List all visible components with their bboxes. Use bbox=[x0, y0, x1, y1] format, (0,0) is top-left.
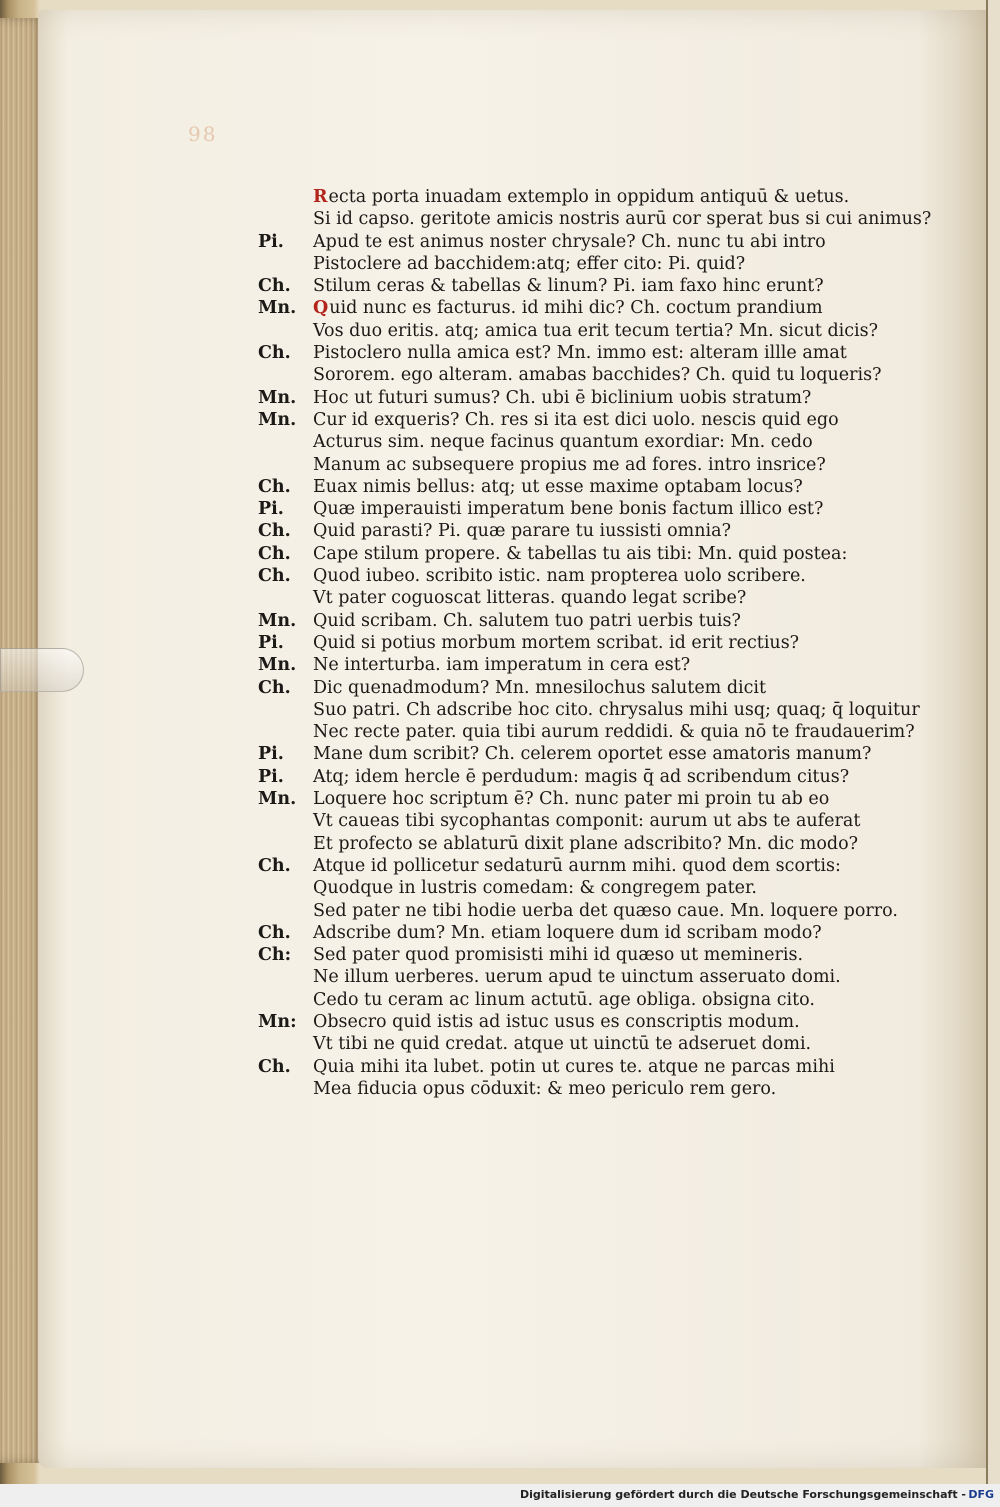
speaker-label: Pi. bbox=[258, 499, 284, 520]
line-text: Dic quenadmodum? Mn. mnesilochus salutem dicit bbox=[313, 677, 767, 698]
text-block bbox=[258, 186, 932, 1100]
text-line bbox=[258, 409, 908, 431]
line-text: Si id capso. geritote amicis nostris aurū cor sperat bus si cui animus? bbox=[313, 209, 932, 230]
line-text: Sed pater quod promisisti mihi id quæso ut memineris. bbox=[313, 945, 804, 966]
page-clip bbox=[0, 648, 84, 692]
line-text: Cape stilum propere. & tabellas tu ais tibi: Mn. quid postea: bbox=[313, 543, 848, 564]
speech-text bbox=[313, 320, 878, 342]
speech-text bbox=[313, 922, 822, 944]
speech-text bbox=[313, 989, 815, 1011]
line-text: Cur id exqueris? Ch. res si ita est dici uolo. nescis quid ego bbox=[313, 409, 839, 430]
line-text: Atque id pollicetur sedaturū aurnm mihi. quod dem scortis: bbox=[313, 855, 841, 876]
text-line bbox=[258, 431, 908, 453]
line-text: Quodque in lustris comedam: & congregem pater. bbox=[313, 878, 757, 899]
line-text: Pistoclero nulla amica est? Mn. immo est: alteram illle amat bbox=[313, 343, 847, 364]
text-line bbox=[258, 253, 908, 275]
folio-number: 98 bbox=[188, 122, 218, 146]
speaker-label: Pi. bbox=[258, 632, 284, 653]
footer-bar bbox=[0, 1484, 1000, 1507]
speech-text bbox=[313, 431, 813, 453]
text-line bbox=[258, 1056, 908, 1078]
speech-text bbox=[313, 1078, 776, 1100]
text-line bbox=[258, 543, 908, 565]
speaker-label: Ch: bbox=[258, 945, 292, 966]
text-line bbox=[258, 476, 908, 498]
line-text: uid nunc es facturus. id mihi dic? Ch. coctum prandium bbox=[329, 298, 823, 319]
line-text: ecta porta inuadam extemplo in oppidum antiquū & uetus. bbox=[328, 187, 850, 207]
text-line bbox=[258, 766, 908, 788]
speech-text bbox=[313, 788, 829, 810]
speaker-label: Mn. bbox=[258, 387, 297, 408]
speech-text bbox=[313, 610, 741, 632]
funding-notice: Digitalisierung gefördert durch die Deutsche Forschungsgemeinschaft - bbox=[519, 1488, 966, 1501]
speaker-label: Mn. bbox=[258, 298, 297, 319]
line-text: Pistoclere ad bacchidem:atq; effer cito: Pi. quid? bbox=[313, 253, 746, 274]
speech-text bbox=[313, 966, 841, 988]
speaker-label: Ch. bbox=[258, 476, 291, 497]
speech-text bbox=[313, 1033, 811, 1055]
speech-text bbox=[313, 208, 931, 230]
text-line bbox=[258, 654, 908, 676]
line-text: Manum ac subsequere propius me ad fores. intro insrice? bbox=[313, 454, 826, 475]
text-line bbox=[258, 364, 908, 386]
speech-text bbox=[313, 855, 841, 877]
speech-text bbox=[313, 520, 731, 542]
speech-text bbox=[313, 587, 746, 609]
speaker-label: Mn. bbox=[258, 610, 297, 631]
line-text: Quid si potius morbum mortem scribat. id erit rectius? bbox=[313, 632, 800, 653]
speech-text bbox=[313, 721, 915, 743]
line-text: Vt caueas tibi sycophantas componit: aurum ut abs te auferat bbox=[313, 811, 861, 832]
text-line bbox=[258, 231, 908, 253]
text-line bbox=[258, 1078, 908, 1100]
speaker-label: Pi. bbox=[258, 744, 284, 765]
speech-text bbox=[313, 476, 803, 498]
speech-text bbox=[313, 342, 847, 364]
speech-text bbox=[313, 743, 871, 765]
text-line bbox=[258, 788, 908, 810]
speech-text bbox=[313, 654, 690, 676]
text-line bbox=[258, 587, 908, 609]
dfg-logo: DFG bbox=[968, 1488, 994, 1501]
speaker-label: Ch. bbox=[258, 855, 291, 876]
line-text: Acturus sim. neque facinus quantum exordiar: Mn. cedo bbox=[313, 432, 813, 453]
speech-text bbox=[313, 498, 823, 520]
line-text: Adscribe dum? Mn. etiam loquere dum id scribam modo? bbox=[313, 922, 822, 943]
text-line bbox=[258, 320, 908, 342]
rubricated-initial: Q bbox=[313, 298, 329, 319]
line-text: Stilum ceras & tabellas & linum? Pi. iam faxo hinc erunt? bbox=[313, 276, 824, 297]
text-line bbox=[258, 855, 908, 877]
speaker-label: Mn. bbox=[258, 655, 297, 676]
speaker-label: Ch. bbox=[258, 922, 291, 943]
text-line bbox=[258, 208, 932, 230]
line-text: Sororem. ego alteram. amabas bacchides? Ch. quid tu loqueris? bbox=[313, 365, 882, 386]
speaker-label: Ch. bbox=[258, 521, 291, 542]
speech-text bbox=[313, 409, 839, 431]
speech-text bbox=[313, 543, 847, 565]
speech-text bbox=[313, 900, 898, 922]
text-line bbox=[258, 1011, 908, 1033]
text-line bbox=[258, 699, 920, 721]
text-line bbox=[258, 520, 908, 542]
line-text: Quæ imperauisti imperatum bene bonis factum illico est? bbox=[313, 499, 824, 520]
speech-text bbox=[313, 632, 799, 654]
line-text: Ne illum uerberes. uerum apud te uinctum asseruato domi. bbox=[313, 967, 841, 988]
speech-text bbox=[313, 186, 849, 208]
speaker-label: Pi. bbox=[258, 766, 284, 787]
speech-text bbox=[313, 454, 826, 476]
line-text: Loquere hoc scriptum ē? Ch. nunc pater mi proin tu ab eo bbox=[313, 789, 830, 810]
line-text: Quid parasti? Pi. quæ parare tu iussisti omnia? bbox=[313, 521, 731, 542]
speech-text bbox=[313, 677, 766, 699]
line-text: Quod iubeo. scribito istic. nam propterea uolo scribere. bbox=[313, 566, 806, 587]
speaker-label: Ch. bbox=[258, 677, 291, 698]
text-line bbox=[258, 677, 908, 699]
speaker-label: Ch. bbox=[258, 276, 291, 297]
speech-text bbox=[313, 565, 806, 587]
text-line bbox=[258, 275, 908, 297]
speaker-label: Mn. bbox=[258, 789, 297, 810]
text-line bbox=[258, 922, 908, 944]
speaker-label: Ch. bbox=[258, 566, 291, 587]
text-line bbox=[258, 632, 908, 654]
text-line bbox=[258, 989, 908, 1011]
line-text: Apud te est animus noster chrysale? Ch. nunc tu abi intro bbox=[313, 231, 826, 252]
text-line bbox=[258, 610, 908, 632]
line-text: Ne interturba. iam imperatum in cera est? bbox=[313, 655, 691, 676]
speech-text bbox=[313, 297, 823, 319]
text-line bbox=[258, 721, 915, 743]
speech-text bbox=[313, 1011, 800, 1033]
speech-text bbox=[313, 275, 824, 297]
speech-text bbox=[313, 810, 860, 832]
line-text: Quid scribam. Ch. salutem tuo patri uerbis tuis? bbox=[313, 610, 741, 631]
line-text: Vt pater coguoscat litteras. quando legat scribe? bbox=[313, 588, 747, 609]
speaker-label: Pi. bbox=[258, 231, 284, 252]
line-text: Euax nimis bellus: atq; ut esse maxime optabam locus? bbox=[313, 476, 803, 497]
rubricated-initial: R bbox=[313, 187, 328, 207]
speaker-label: Ch. bbox=[258, 1056, 291, 1077]
facing-page-edge bbox=[986, 0, 1000, 1484]
text-line bbox=[258, 877, 908, 899]
speech-text bbox=[313, 387, 811, 409]
text-line bbox=[258, 743, 908, 765]
speech-text bbox=[313, 231, 826, 253]
text-line bbox=[258, 297, 908, 319]
text-line bbox=[258, 565, 908, 587]
text-line bbox=[258, 498, 908, 520]
speech-text bbox=[313, 253, 745, 275]
speech-text bbox=[313, 364, 881, 386]
line-text: Vos duo eritis. atq; amica tua erit tecum tertia? Mn. sicut dicis? bbox=[313, 320, 878, 341]
speech-text bbox=[313, 833, 858, 855]
text-line bbox=[258, 342, 908, 364]
speech-text bbox=[313, 877, 757, 899]
text-line bbox=[258, 944, 908, 966]
speech-text bbox=[313, 1056, 835, 1078]
line-text: Hoc ut futuri sumus? Ch. ubi ē biclinium uobis stratum? bbox=[313, 387, 812, 408]
line-text: Cedo tu ceram ac linum actutū. age obliga. obsigna cito. bbox=[313, 989, 815, 1010]
line-text: Mea fiducia opus cōduxit: & meo periculo rem gero. bbox=[313, 1078, 777, 1099]
text-line bbox=[258, 1033, 908, 1055]
text-line bbox=[258, 186, 908, 208]
speech-text bbox=[313, 699, 920, 721]
speaker-label: Mn: bbox=[258, 1011, 297, 1032]
line-text: Atq; idem hercle ē perdudum: magis q̄ ad scribendum citus? bbox=[313, 766, 850, 787]
line-text: Obsecro quid istis ad istuc usus es conscriptis modum. bbox=[313, 1011, 800, 1032]
text-line bbox=[258, 833, 908, 855]
line-text: Suo patri. Ch adscribe hoc cito. chrysalus mihi usq; quaq; q̄ loquitur bbox=[313, 699, 920, 720]
speaker-label: Ch. bbox=[258, 343, 291, 364]
line-text: Sed pater ne tibi hodie uerba det quæso caue. Mn. loquere porro. bbox=[313, 900, 898, 921]
speaker-label: Ch. bbox=[258, 543, 291, 564]
line-text: Et profecto se ablaturū dixit plane adscribito? Mn. dic modo? bbox=[313, 833, 859, 854]
speech-text bbox=[313, 766, 849, 788]
line-text: Nec recte pater. quia tibi aurum reddidi. & quia nō te fraudauerim? bbox=[313, 722, 915, 743]
text-line bbox=[258, 454, 908, 476]
text-line bbox=[258, 810, 908, 832]
speech-text bbox=[313, 944, 803, 966]
text-line bbox=[258, 966, 908, 988]
text-line bbox=[258, 900, 908, 922]
line-text: Vt tibi ne quid credat. atque ut uinctū te adseruet domi. bbox=[313, 1034, 812, 1055]
speaker-label: Mn. bbox=[258, 409, 297, 430]
text-line bbox=[258, 387, 908, 409]
line-text: Mane dum scribit? Ch. celerem oportet esse amatoris manum? bbox=[313, 744, 872, 765]
line-text: Quia mihi ita lubet. potin ut cures te. atque ne parcas mihi bbox=[313, 1056, 835, 1077]
